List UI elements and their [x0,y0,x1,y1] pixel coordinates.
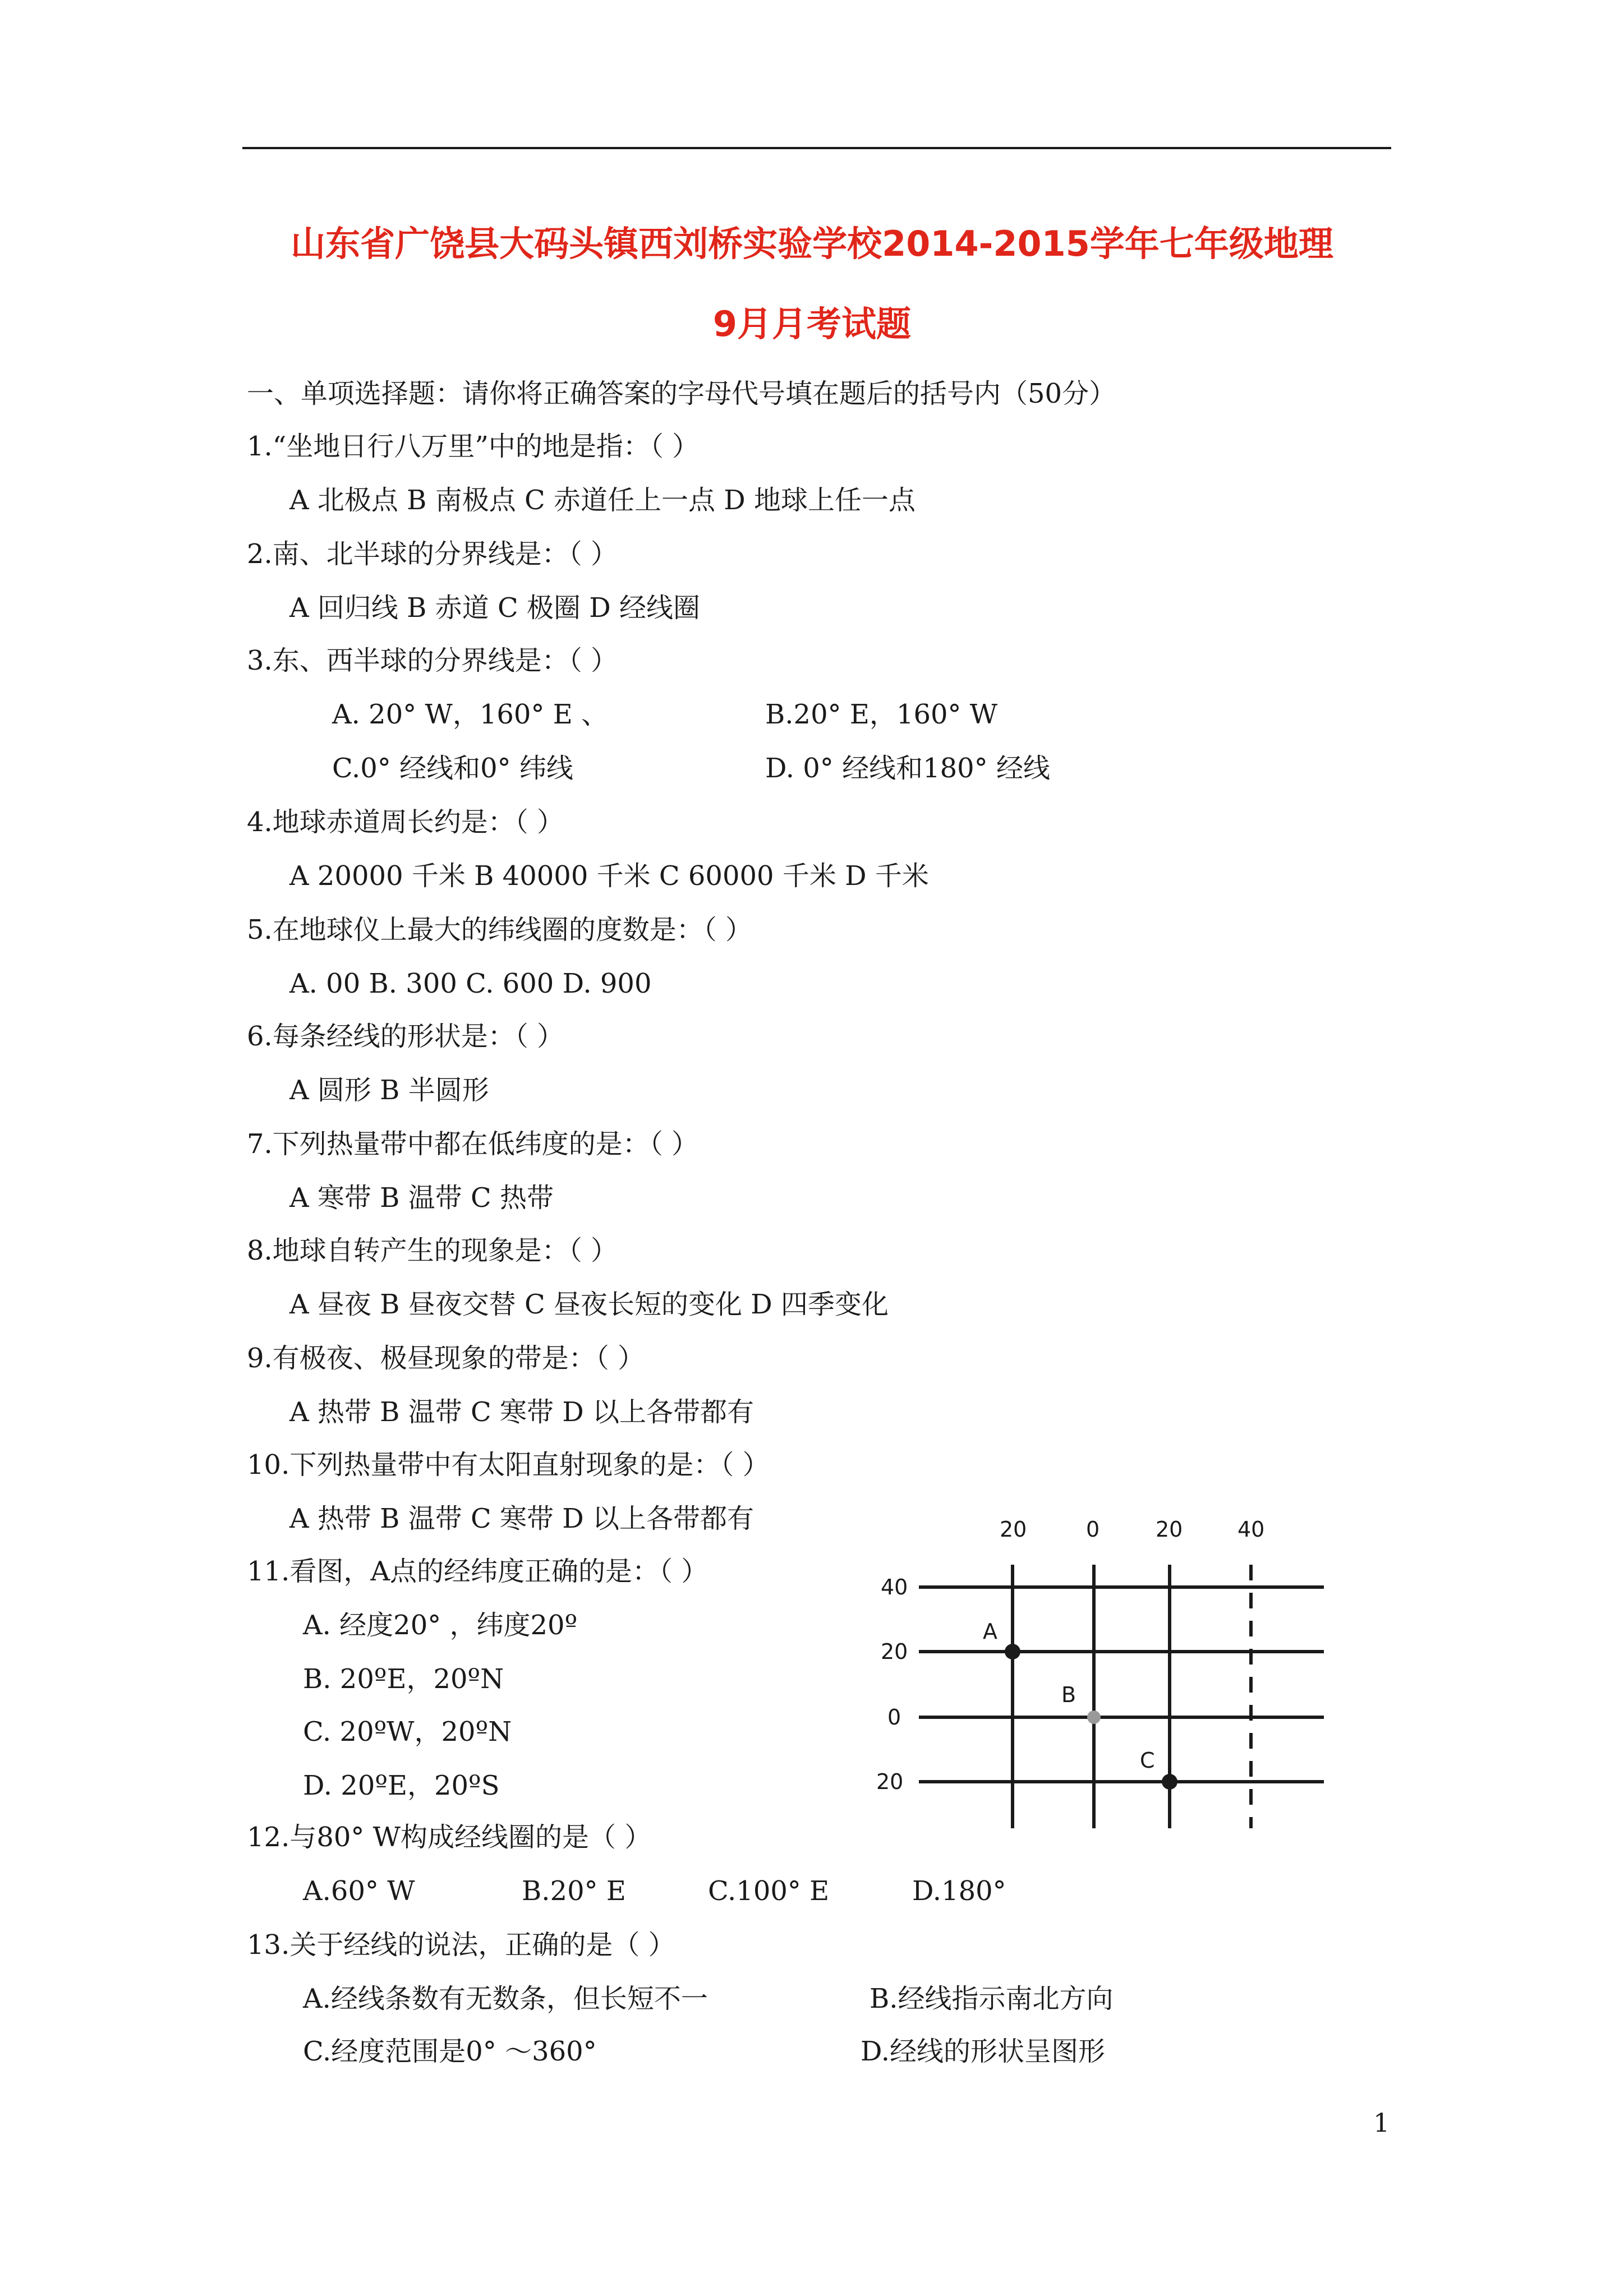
point-a-label: A [983,1619,997,1644]
question-12-option-d: D.180° [912,1875,1006,1907]
lat-long-grid-figure [864,1514,1346,1839]
question-1-options: A 北极点 B 南极点 C 赤道任上一点 D 地球上任一点 [289,485,915,516]
question-12-option-a: A.60° W [303,1875,415,1907]
question-13-option-c: C.经度范围是0° ～360° [303,2036,597,2067]
point-c-marker [1162,1774,1177,1790]
question-8-stem: 8.地球自转产生的现象是：（ ） [247,1235,618,1266]
question-6-options: A 圆形 B 半圆形 [289,1075,489,1106]
question-10-options: A 热带 B 温带 C 寒带 D 以上各带都有 [289,1503,754,1534]
meridian-label-20w: 20 [1000,1517,1027,1542]
question-12-option-c: C.100° E [708,1875,830,1907]
meridian-label-20e: 20 [1156,1517,1183,1542]
meridian-label-40e: 40 [1237,1517,1265,1542]
parallel-label-40n: 40 [881,1575,908,1599]
grid-lines [919,1565,1324,1828]
question-9-options: A 热带 B 温带 C 寒带 D 以上各带都有 [289,1396,754,1428]
parallel-label-0: 0 [887,1705,901,1730]
point-c-label: C [1140,1748,1155,1773]
point-b-label: B [1061,1682,1076,1707]
title-line-1: 山东省广饶县大码头镇西刘桥实验学校2014-2015学年七年级地理 [291,223,1333,264]
question-3-option-d: D. 0° 经线和180° 经线 [765,753,1050,784]
title-line-2: 9月月考试题 [712,303,912,344]
question-6-stem: 6.每条经线的形状是：（ ） [247,1021,564,1052]
question-3-option-b: B.20° E，160° W [765,699,998,730]
question-10-stem: 10.下列热量带中有太阳直射现象的是：（ ） [247,1449,770,1481]
question-13-stem: 13.关于经线的说法，正确的是（ ） [247,1929,675,1961]
section-heading: 一、单项选择题：请你将正确答案的字母代号填在题后的括号内（50分） [247,378,1116,409]
question-5-options: A. 00 B. 300 C. 600 D. 900 [289,968,652,999]
question-13-option-a: A.经线条数有无数条，但长短不一 [303,1983,708,2014]
point-a-marker [1005,1644,1020,1659]
question-9-stem: 9.有极夜、极昼现象的带是：（ ） [247,1343,645,1374]
question-2-options: A 回归线 B 赤道 C 极圈 D 经线圈 [289,592,700,624]
question-4-options: A 20000 千米 B 40000 千米 C 60000 千米 D 千米 [289,860,929,892]
point-b-marker [1087,1711,1101,1724]
question-5-stem: 5.在地球仪上最大的纬线圈的度数是：（ ） [247,914,753,946]
question-4-stem: 4.地球赤道周长约是：（ ） [247,806,564,838]
question-7-stem: 7.下列热量带中都在低纬度的是：（ ） [247,1128,699,1160]
question-12-option-b: B.20° E [522,1875,626,1907]
question-7-options: A 寒带 B 温带 C 热带 [289,1182,554,1214]
question-13-option-b: B.经线指示南北方向 [869,1983,1114,2014]
question-12-stem: 12.与80° W构成经线圈的是（ ） [247,1822,652,1853]
question-11-option-c: C. 20ºW，20ºN [303,1716,512,1748]
question-13-option-d: D.经线的形状呈图形 [861,2036,1106,2067]
meridian-label-0: 0 [1086,1517,1100,1542]
question-3-option-c: C.0° 经线和0° 纬线 [332,753,573,784]
question-3-stem: 3.东、西半球的分界线是：（ ） [247,645,618,676]
question-11-option-a: A. 经度20° ，纬度20º [303,1610,578,1641]
page-number: 1 [1373,2108,1390,2138]
question-11-option-d: D. 20ºE，20ºS [303,1770,500,1801]
question-8-options: A 昼夜 B 昼夜交替 C 昼夜长短的变化 D 四季变化 [289,1289,889,1320]
question-3-option-a: A. 20° W，160° E 、 [332,699,609,730]
question-1-stem: 1.“坐地日行八万里”中的地是指：（ ） [247,431,700,462]
question-11-option-b: B. 20ºE，20ºN [303,1663,504,1695]
parallel-label-20s: 20 [876,1769,904,1794]
question-2-stem: 2.南、北半球的分界线是：（ ） [247,538,618,570]
question-11-stem: 11.看图，A点的经纬度正确的是：（ ） [247,1556,709,1587]
header-rule [242,147,1391,149]
parallel-label-20n: 20 [881,1639,908,1664]
